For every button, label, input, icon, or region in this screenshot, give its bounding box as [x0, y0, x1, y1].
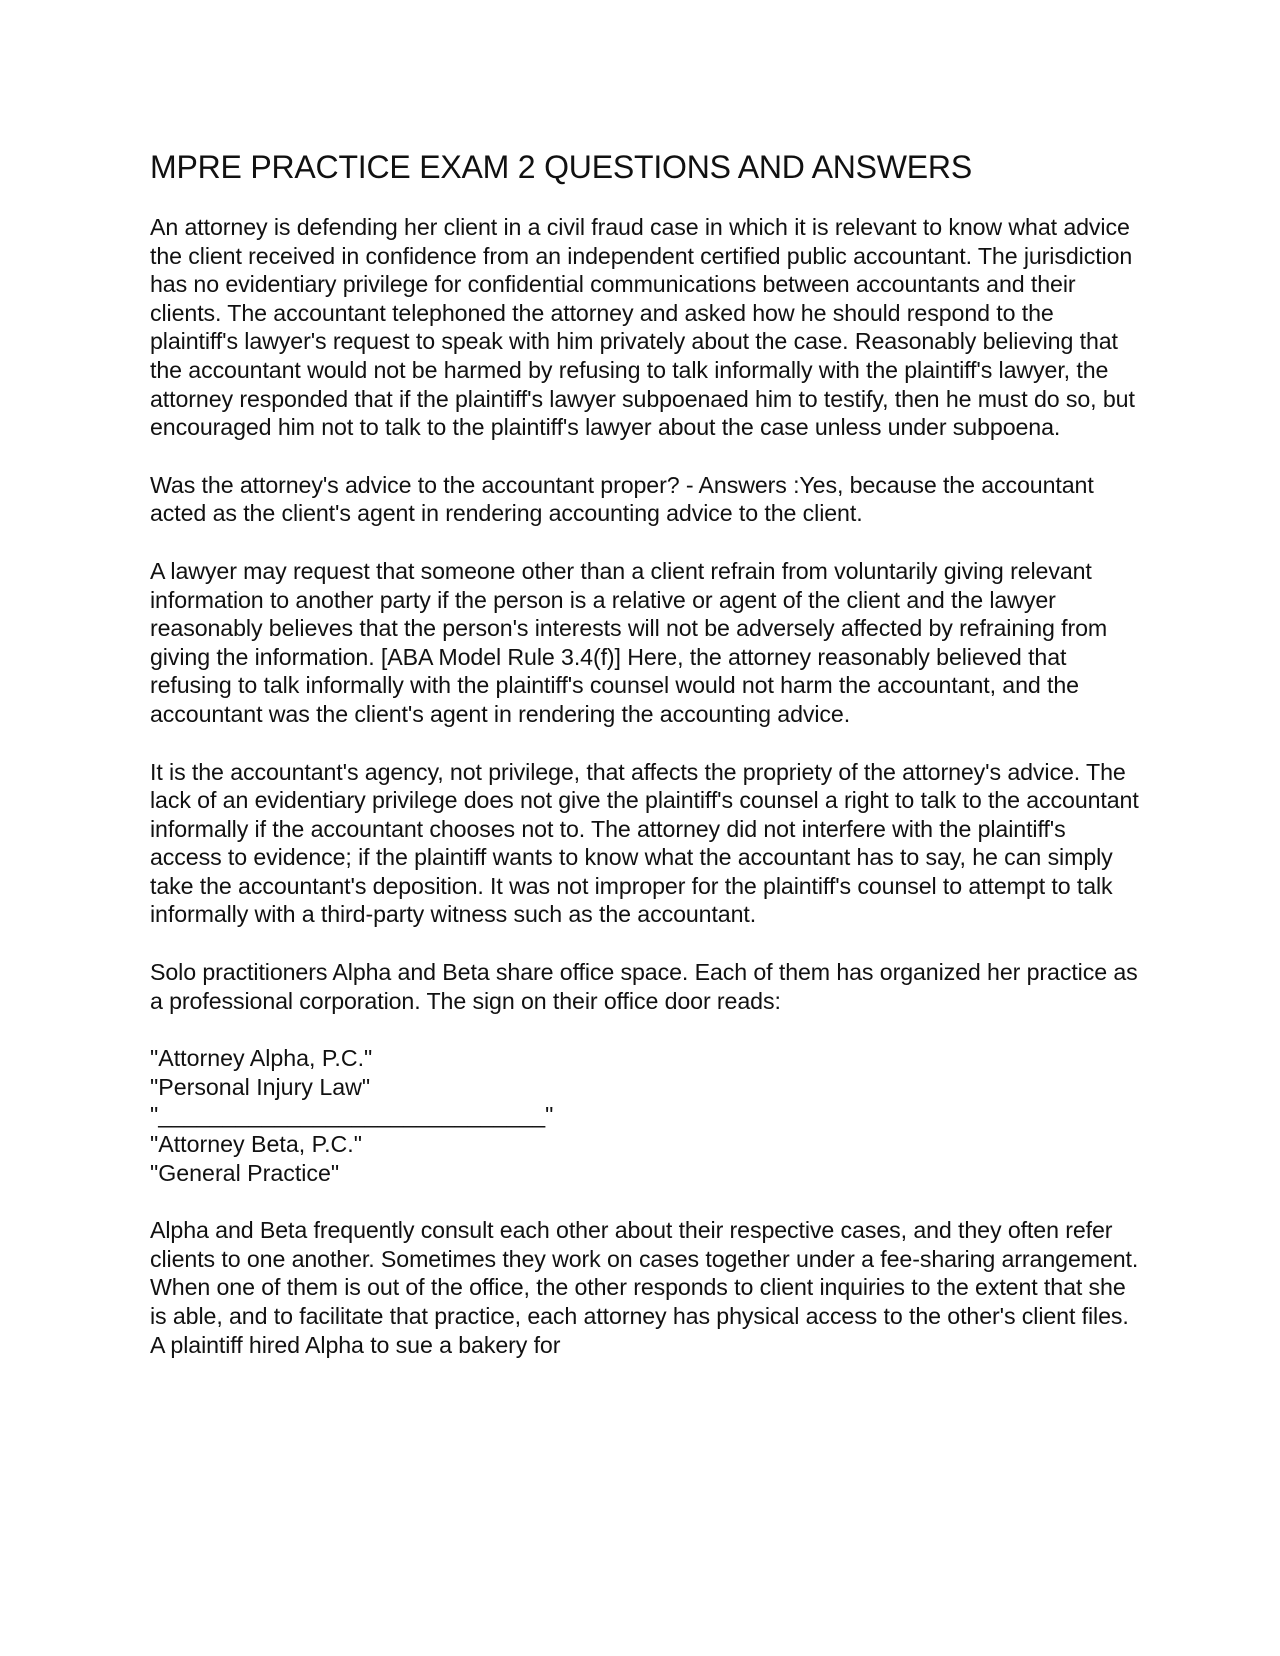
- paragraph-fact-pattern: An attorney is defending her client in a civil fraud case in which it is relevant to know what advice the client received in confidence from an independent certified public accountant. The jurisdiction has no evidentiary privilege for confidential communications between accountants and their clients. The accountant telephoned the attorney and asked how he should respond to the plaintiff's lawyer's request to speak with him privately about the case. Reasonably believing that the accountant would not be harmed by refusing to talk informally with the plaintiff's lawyer, the attorney responded that if the plaintiff's lawyer subpoenaed him to testify, then he must do so, but encouraged him not to talk to the plaintiff's lawyer about the case unless under subpoena.: [150, 214, 1135, 441]
- paragraph-alpha-beta-practice: Alpha and Beta frequently consult each other about their respective cases, and they often refer clients to one another. Sometimes they work on cases together under a fee-sharing arrangement. When one of them is out of the office, the other responds to client inquiries to the extent that she is able, and to facilitate that practice, each attorney has physical access to the other's client files. A plaintiff hired Alpha to sue a bakery for: [150, 1217, 1139, 1358]
- paragraph-question-answer: Was the attorney's advice to the accountant proper? - Answers :Yes, because the accountant acted as the client's agent in rendering accounting advice to the client.: [150, 471, 1094, 527]
- paragraph-explanation-rule: A lawyer may request that someone other than a client refrain from voluntarily giving relevant information to another party if the person is a relative or agent of the client and the lawyer reasonably believes that the person's interests will not be adversely affected by refraining from giving the information. [ABA Model Rule 3.4(f)] Here, the attorney reasonably believed that refusing to talk informally with the plaintiff's counsel would not harm the accountant, and the accountant was the client's agent in rendering the accounting advice.: [150, 557, 1108, 727]
- paragraph-office-sharing: Solo practitioners Alpha and Beta share office space. Each of them has organized her practice as a professional corporation. The sign on their office door reads:: [150, 959, 1138, 1014]
- office-door-sign: [150, 1044, 1140, 1187]
- document-page: [150, 148, 1140, 1388]
- sign-line-beta-practice: "General Practice": [150, 1159, 340, 1186]
- sign-line-alpha-practice: "Personal Injury Law": [150, 1073, 371, 1100]
- document-title: MPRE PRACTICE EXAM 2 QUESTIONS AND ANSWERS: [150, 149, 972, 185]
- sign-line-beta: "Attorney Beta, P.C.": [150, 1131, 362, 1158]
- paragraph-explanation-agency: It is the accountant's agency, not privilege, that affects the propriety of the attorney's advice. The lack of an evidentiary privilege does not give the plaintiff's counsel a right to talk to the accountant informally if the accountant chooses not to. The attorney did not interfere with the plaintiff's access to evidence; if the plaintiff wants to know what the accountant has to say, he can simply take the accountant's deposition. It was not improper for the plaintiff's counsel to attempt to talk informally with a third-party witness such as the accountant.: [150, 758, 1139, 928]
- sign-line-alpha: "Attorney Alpha, P.C.": [150, 1045, 373, 1072]
- sign-line-divider: "______________________________": [150, 1102, 554, 1129]
